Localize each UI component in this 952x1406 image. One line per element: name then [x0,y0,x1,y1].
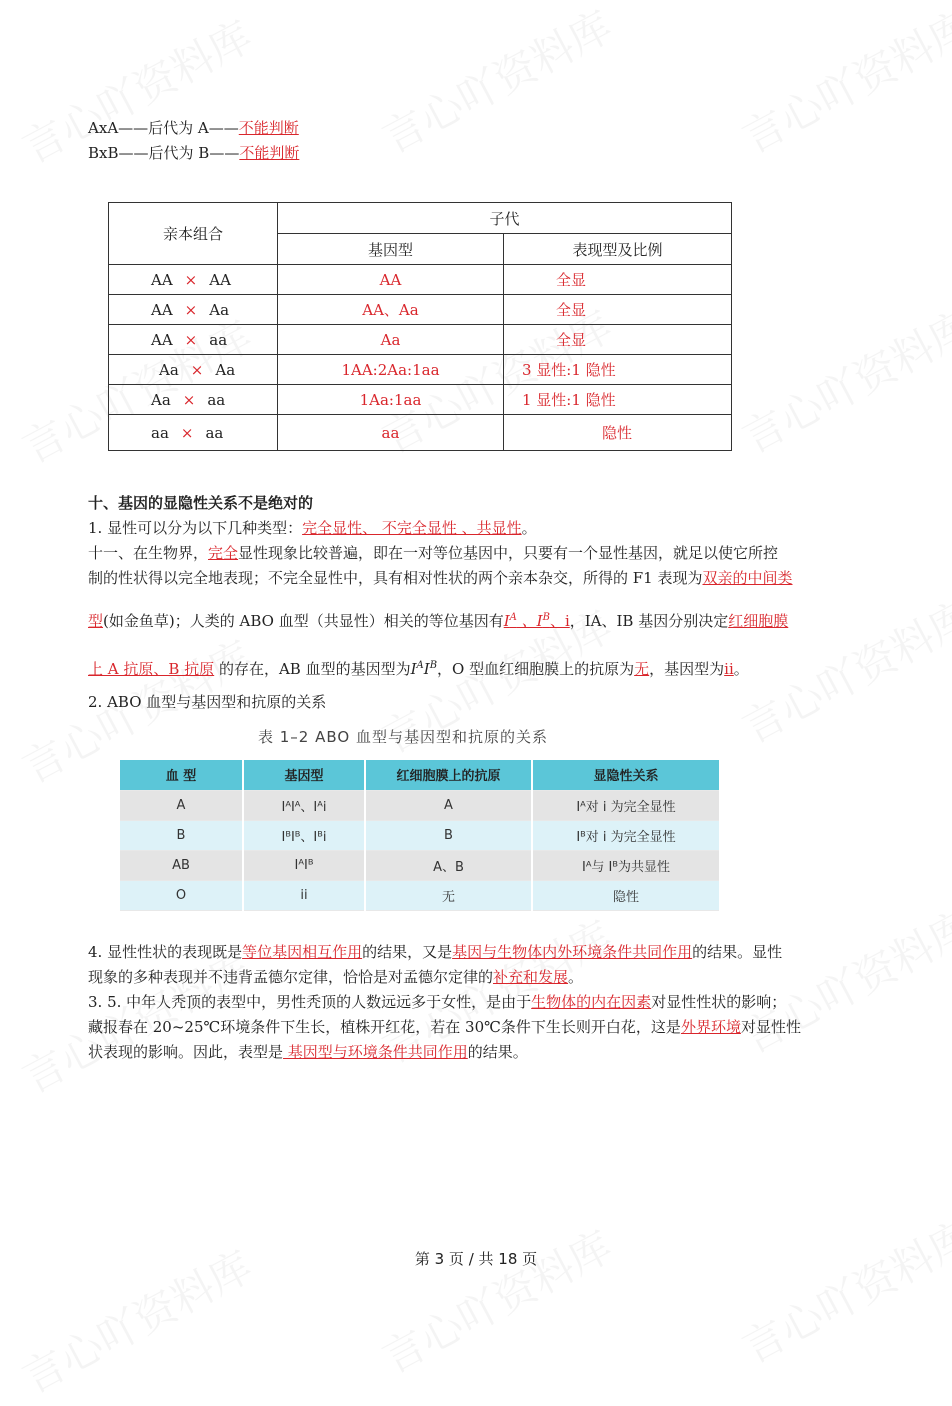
paragraph: 1. 显性可以分为以下几种类型：完全显性、 不完全显性 、共显性。 [88,519,537,537]
cross-line: BxB——后代为 B——不能判断 [88,144,300,162]
watermark [371,0,622,166]
header-offspring: 子代 [278,203,732,234]
table-row: O ii 无 隐性 [119,880,720,910]
paragraph: 状表现的影响。因此，表型是 基因型与环境条件共同作用的结果。 [88,1043,528,1061]
allele-ia-ib: $I^A$ 、$I^B$ [503,612,550,630]
figure-caption: 表 1–2 ABO 血型与基因型和抗原的关系 [258,728,548,746]
paragraph: 2. ABO 血型与基因型和抗原的关系 [88,693,327,711]
table-row: AA × aa Aa 全显 [109,325,732,355]
header-genotype: 基因型 [278,234,504,265]
table-row: aa × aa aa 隐性 [109,415,732,451]
header-phenotype: 表现型及比例 [504,234,732,265]
abo-table: 血 型 基因型 红细胞膜上的抗原 显隐性关系 A IᴬIᴬ、Iᴬi A Iᴬ对 i 为完全显性 B IᴮIᴮ、Iᴮi B Iᴮ对 i 为完全显性 AB IᴬIᴮ A、B Iᴬ与 Iᴮ为共显性 O ii 无 隐性 [118,760,721,911]
paragraph: 十一、在生物界，完全显性现象比较普遍，即在一对等位基因中，只要有一个显性基因，就足以使它所控 [88,544,779,562]
table-row: AA × Aa AA、Aa 全显 [109,295,732,325]
header-parent: 亲本组合 [109,203,278,265]
watermark [731,294,952,465]
table-row: AA × AA AA 全显 [109,265,732,295]
genotype-iaib: $I^AI^B$ [410,660,438,678]
cross-line: AxA——后代为 A——不能判断 [88,119,299,137]
watermark [731,0,952,166]
watermark [731,894,952,1065]
watermark [371,1214,622,1385]
page-number: 第 3 页 / 共 18 页 [414,1250,538,1268]
table-row: Aa × Aa 1AA:2Aa:1aa 3 显性:1 隐性 [109,355,732,385]
paragraph: 4. 显性性状的表现既是等位基因相互作用的结果，又是基因与生物体内外环境条件共同作用的结果。显性 [88,943,783,961]
table-row: B IᴮIᴮ、Iᴮi B Iᴮ对 i 为完全显性 [119,820,720,850]
table-row: Aa × aa 1Aa:1aa 1 显性:1 隐性 [109,385,732,415]
paragraph: 型(如金鱼草)；人类的 ABO 血型（共显性）相关的等位基因有$I^A$ 、$I^B$、i，IA、IB 基因分别决定红细胞膜 [88,612,789,630]
paragraph: 制的性状得以完全地表现；不完全显性中，具有相对性状的两个亲本杂交，所得的 F1 表现为双亲的中间类 [88,569,793,587]
watermark [731,1204,952,1375]
cross-table [108,202,732,451]
table-row: AB IᴬIᴮ A、B Iᴬ与 Iᴮ为共显性 [119,850,720,880]
section-title: 十、基因的显隐性关系不是绝对的 [88,494,314,512]
paragraph: 藏报春在 20~25℃环境条件下生长，植株开红花，若在 30℃条件下生长则开白花，这是外界环境对显性性 [88,1018,801,1036]
paragraph: 上 A 抗原、B 抗原 的存在，AB 血型的基因型为$I^AI^B$，O 型血红细胞膜上的抗原为无，基因型为ii。 [88,660,749,678]
paragraph: 3. 5. 中年人秃顶的表型中，男性秃顶的人数远远多于女性，是由于生物体的内在因素对显性性状的影响； [88,993,787,1011]
table-row: A IᴬIᴬ、Iᴬi A Iᴬ对 i 为完全显性 [119,790,720,820]
paragraph: 现象的多种表现并不违背孟德尔定律，恰恰是对孟德尔定律的补充和发展。 [88,968,584,986]
